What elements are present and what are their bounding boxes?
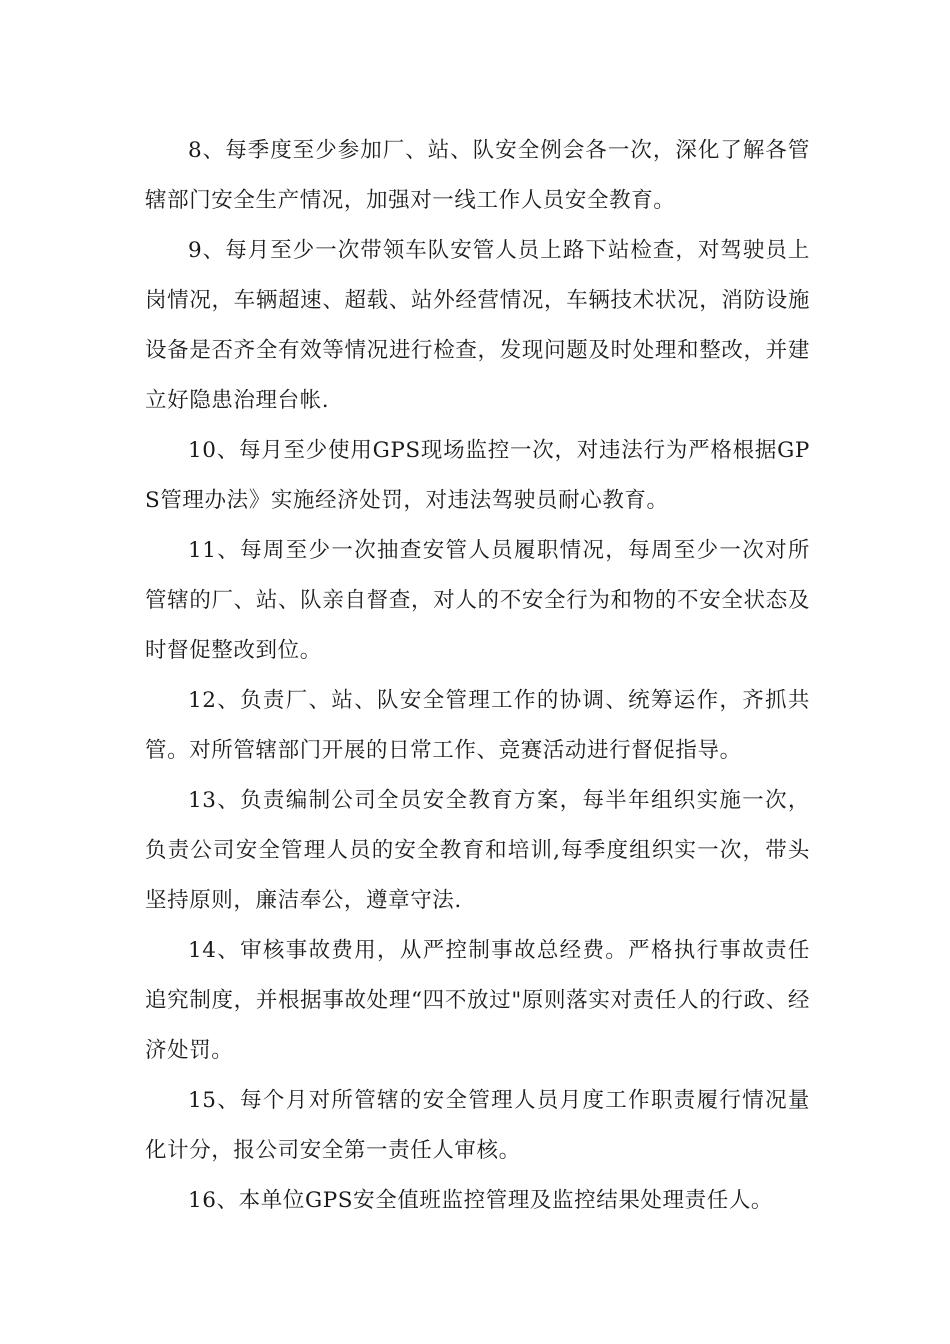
paragraph-item-8: 8、每季度至少参加厂、站、队安全例会各一次，深化了解各管辖部门安全生产情况，加强对一线工作人员安全教育。 [145,138,810,213]
paragraph-item-14: 14、审核事故费用，从严控制事故总经费。严格执行事故责任追究制度，并根据事故处理“四不放过"原则落实对责任人的行政、经济处罚。 [145,938,810,1063]
document-body [145,126,810,1226]
paragraph-item-9: 9、每月至少一次带领车队安管人员上路下站检查，对驾驶员上岗情况，车辆超速、超载、站外经营情况，车辆技术状况，消防设施设备是否齐全有效等情况进行检查，发现问题及时处理和整改，并建立好隐患治理台帐. [145,238,810,413]
paragraph-item-12: 12、负责厂、站、队安全管理工作的协调、统筹运作，齐抓共管。对所管辖部门开展的日常工作、竞赛活动进行督促指导。 [145,688,810,763]
paragraph-item-10: 10、每月至少使用GPS现场监控一次，对违法行为严格根据GPS管理办法》实施经济处罚，对违法驾驶员耐心教育。 [145,438,810,513]
paragraph-item-16: 16、本单位GPS安全值班监控管理及监控结果处理责任人。 [188,1188,774,1213]
paragraph-item-15: 15、每个月对所管辖的安全管理人员月度工作职责履行情况量化计分，报公司安全第一责任人审核。 [145,1088,810,1163]
paragraph-item-11: 11、每周至少一次抽查安管人员履职情况，每周至少一次对所管辖的厂、站、队亲自督查，对人的不安全行为和物的不安全状态及时督促整改到位。 [145,538,810,663]
paragraph-item-13: 13、负责编制公司全员安全教育方案，每半年组织实施一次，负责公司安全管理人员的安全教育和培训,每季度组织实一次，带头坚持原则，廉洁奉公，遵章守法. [145,788,810,913]
